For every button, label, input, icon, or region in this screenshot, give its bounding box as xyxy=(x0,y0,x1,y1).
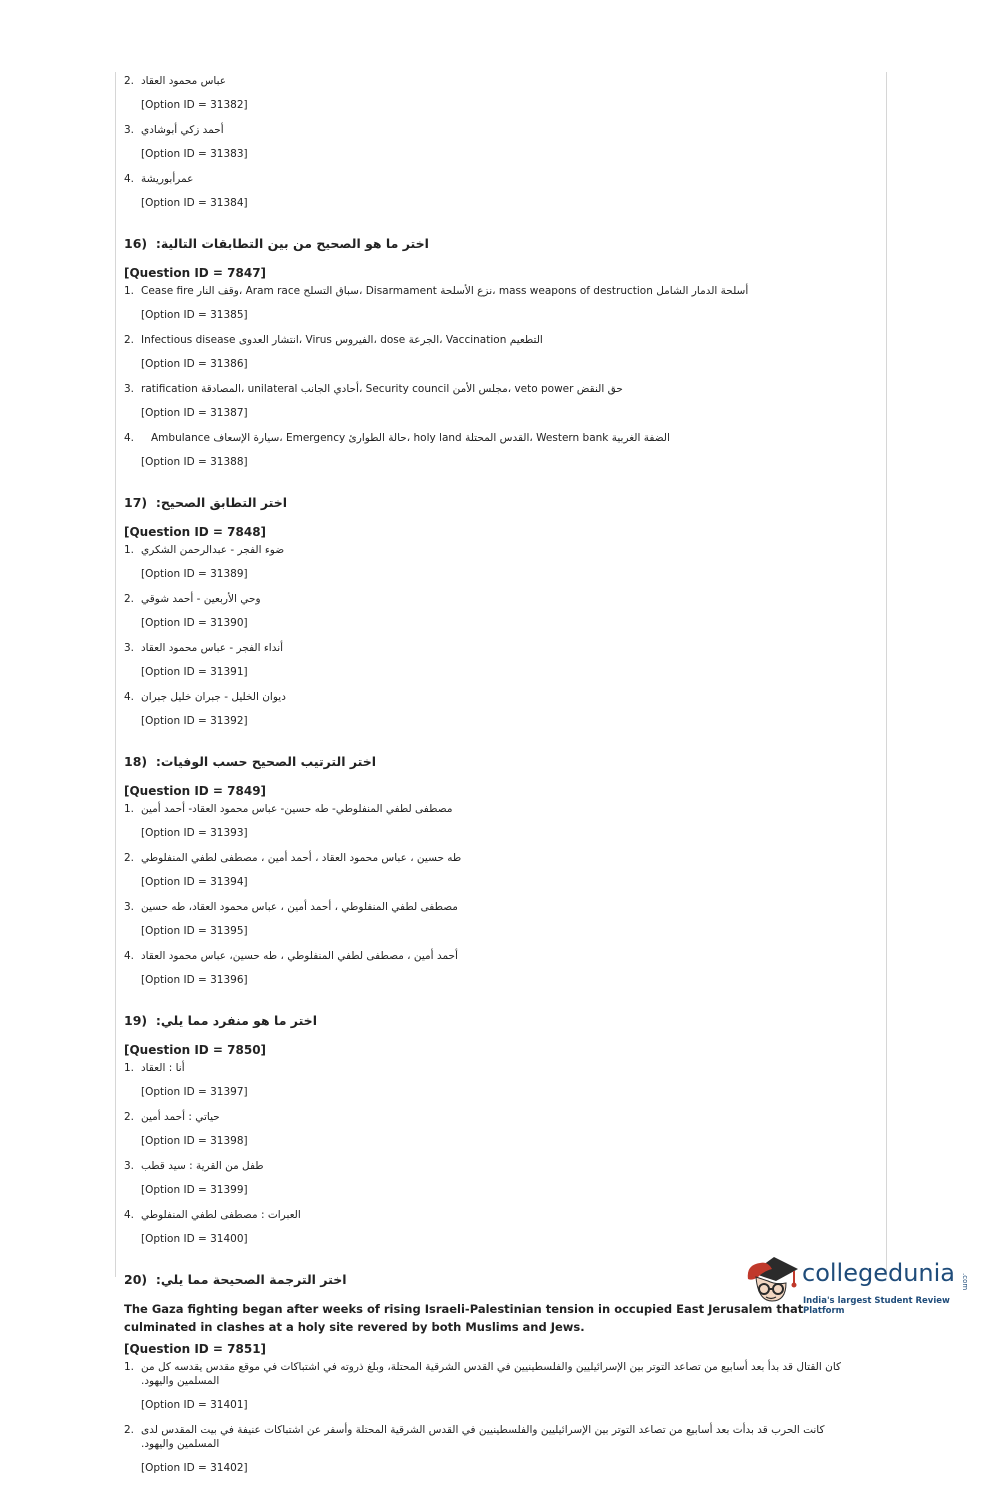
option-text: أحمد أمين ، مصطفى لطفي المنفلوطي ، طه حسين، عباس محمود العقاد xyxy=(141,950,458,962)
option-text: مصطفى لطفي المنفلوطي- طه حسين- عباس محمود العقاد- أحمد أمين xyxy=(141,803,453,815)
option-id: [Option ID = 31399] xyxy=(141,1184,248,1196)
option-text: طه حسين ، عباس محمود العقاد ، أحمد أمين ، مصطفى لطفي المنفلوطي xyxy=(141,852,462,864)
option-text: Ambulance سيارة الإسعاف، Emergency حالة الطوارئ، holy land القدس المحتلة، Western bank الضفة الغربية xyxy=(151,432,670,444)
option-number: 2. xyxy=(124,334,135,346)
option-text: كانت الحرب قد بدأت بعد أسابيع من تصاعد التوتر بين الإسرائيليين والفلسطينيين في القدس الشرقية المحتلة وأسفر عن اشتباكات عنيفة في بيت المقدس لدى المسلمين واليهود. xyxy=(141,1424,825,1450)
option-item xyxy=(124,1360,869,1388)
mascot-icon xyxy=(742,1251,802,1311)
option-id: [Option ID = 31396] xyxy=(141,974,248,986)
option-number: 3. xyxy=(124,124,135,136)
option-item xyxy=(124,382,869,396)
logo-brand: collegedunia xyxy=(802,1259,956,1287)
option-id: [Option ID = 31390] xyxy=(141,617,248,629)
option-id: [Option ID = 31387] xyxy=(141,407,248,419)
question-id: [Question ID = 7847] xyxy=(124,266,267,280)
option-text: عمرأبوريشة xyxy=(141,173,194,185)
option-id: [Option ID = 31401] xyxy=(141,1399,248,1411)
option-item xyxy=(124,1159,869,1173)
option-number: 4. xyxy=(124,173,135,185)
question-title xyxy=(124,236,869,252)
question-text: اختر التطابق الصحيح: xyxy=(155,495,288,510)
question-title xyxy=(124,754,869,770)
question-title xyxy=(124,495,869,511)
question-text: اختر ما هو الصحيح من بين التطابقات التالية: xyxy=(155,236,429,251)
option-text: أنداء الفجر - عباس محمود العقاد xyxy=(141,642,284,654)
option-item xyxy=(124,1061,869,1075)
option-text: كان القتال قد بدأ بعد أسابيع من تصاعد التوتر بين الإسرائيليين والفلسطينيين في القدس الشرقية المحتلة، وبلغ ذروته في اشتباكات في موقع مقدس يقدسه كل من المسلمين واليهود. xyxy=(141,1361,842,1387)
option-id: [Option ID = 31382] xyxy=(141,99,248,111)
option-number: 1. xyxy=(124,285,135,297)
question-text: اختر الترجمة الصحيحة مما يلي: xyxy=(155,1272,347,1287)
question-number: 18) xyxy=(124,754,148,769)
option-item xyxy=(124,641,869,655)
option-item xyxy=(124,123,869,137)
option-item xyxy=(124,284,869,298)
option-number: 1. xyxy=(124,1062,135,1074)
question-id: [Question ID = 7851] xyxy=(124,1342,267,1356)
option-id: [Option ID = 31393] xyxy=(141,827,248,839)
question-number: 20) xyxy=(124,1272,148,1287)
option-item xyxy=(124,1110,869,1124)
option-item xyxy=(124,592,869,606)
option-id: [Option ID = 31389] xyxy=(141,568,248,580)
option-number: 2. xyxy=(124,1424,135,1436)
option-id: [Option ID = 31395] xyxy=(141,925,248,937)
option-item xyxy=(124,431,869,445)
option-text: أحمد زكي أبوشادي xyxy=(141,124,224,136)
option-item xyxy=(124,949,869,963)
option-number: 4. xyxy=(124,691,135,703)
option-number: 2. xyxy=(124,593,135,605)
option-id: [Option ID = 31398] xyxy=(141,1135,248,1147)
option-text: وحي الأربعين - أحمد شوقي xyxy=(141,593,261,605)
question-number: 17) xyxy=(124,495,148,510)
option-text: ضوء الفجر - عبدالرحمن الشكري xyxy=(141,544,285,556)
option-number: 3. xyxy=(124,901,135,913)
option-number: 3. xyxy=(124,642,135,654)
option-number: 2. xyxy=(124,852,135,864)
option-item xyxy=(124,802,869,816)
question-text: اختر الترتيب الصحيح حسب الوفيات: xyxy=(155,754,377,769)
question-id: [Question ID = 7849] xyxy=(124,784,267,798)
option-id: [Option ID = 31385] xyxy=(141,309,248,321)
option-item xyxy=(124,690,869,704)
option-item xyxy=(124,851,869,865)
option-id: [Option ID = 31384] xyxy=(141,197,248,209)
option-text: ديوان الخليل - جبران خليل جبران xyxy=(141,691,286,703)
option-item xyxy=(124,333,869,347)
question-id: [Question ID = 7848] xyxy=(124,525,267,539)
top-options xyxy=(124,74,869,210)
option-text: مصطفى لطفي المنفلوطي ، أحمد أمين ، عباس محمود العقاد، طه حسين xyxy=(141,901,458,913)
option-item xyxy=(124,74,869,88)
option-text: العبرات : مصطفى لطفي المنفلوطي xyxy=(141,1209,301,1221)
option-number: 3. xyxy=(124,383,135,395)
option-id: [Option ID = 31402] xyxy=(141,1462,248,1474)
option-text: عباس محمود العقاد xyxy=(141,75,227,87)
option-number: 3. xyxy=(124,1160,135,1172)
option-text: Infectious disease انتشار العدوى، Virus الفيروس، dose الجرعة، Vaccination التطعيم xyxy=(141,334,543,346)
option-text: Cease fire وقف النار، Aram race سباق التسلح، Disarmament نزع الأسلحة، mass weapons of destruction أسلحة الدمار الشامل xyxy=(141,285,749,297)
question-16 xyxy=(124,236,869,469)
option-id: [Option ID = 31394] xyxy=(141,876,248,888)
option-number: 4. xyxy=(124,1209,135,1221)
question-passage: The Gaza fighting began after weeks of rising Israeli-Palestinian tension in occupied East Jerusalem that culminated in clashes at a holy site revered by both Muslims and Jews. xyxy=(124,1302,804,1334)
collegedunia-logo xyxy=(742,1251,972,1321)
option-number: 2. xyxy=(124,1111,135,1123)
option-text: أنا : العقاد xyxy=(141,1062,185,1074)
option-text: طفل من القرية : سيد قطب xyxy=(141,1160,264,1172)
option-number: 4. xyxy=(124,432,135,444)
option-id: [Option ID = 31400] xyxy=(141,1233,248,1245)
question-18 xyxy=(124,754,869,987)
option-number: 1. xyxy=(124,544,135,556)
option-item xyxy=(124,1423,869,1451)
question-id: [Question ID = 7850] xyxy=(124,1043,267,1057)
option-id: [Option ID = 31397] xyxy=(141,1086,248,1098)
option-number: 1. xyxy=(124,803,135,815)
option-id: [Option ID = 31383] xyxy=(141,148,248,160)
option-number: 1. xyxy=(124,1361,135,1373)
logo-domain: .com xyxy=(961,1273,969,1291)
question-number: 16) xyxy=(124,236,148,251)
option-item xyxy=(124,172,869,186)
option-item xyxy=(124,900,869,914)
option-text: ratification المصادقة، unilateral أحادي الجانب، Security council مجلس الأمن، veto power حق النقض xyxy=(141,383,623,395)
option-text: حياتي : أحمد أمين xyxy=(141,1111,220,1123)
question-19 xyxy=(124,1013,869,1246)
option-number: 2. xyxy=(124,75,135,87)
option-id: [Option ID = 31392] xyxy=(141,715,248,727)
option-id: [Option ID = 31388] xyxy=(141,456,248,468)
option-item xyxy=(124,543,869,557)
question-17 xyxy=(124,495,869,728)
option-id: [Option ID = 31386] xyxy=(141,358,248,370)
option-item xyxy=(124,1208,869,1222)
option-number: 4. xyxy=(124,950,135,962)
logo-tagline: India's largest Student Review Platform xyxy=(803,1296,950,1316)
question-number: 19) xyxy=(124,1013,148,1028)
option-id: [Option ID = 31391] xyxy=(141,666,248,678)
question-text: اختر ما هو منفرد مما يلي: xyxy=(155,1013,317,1028)
question-title xyxy=(124,1013,869,1029)
